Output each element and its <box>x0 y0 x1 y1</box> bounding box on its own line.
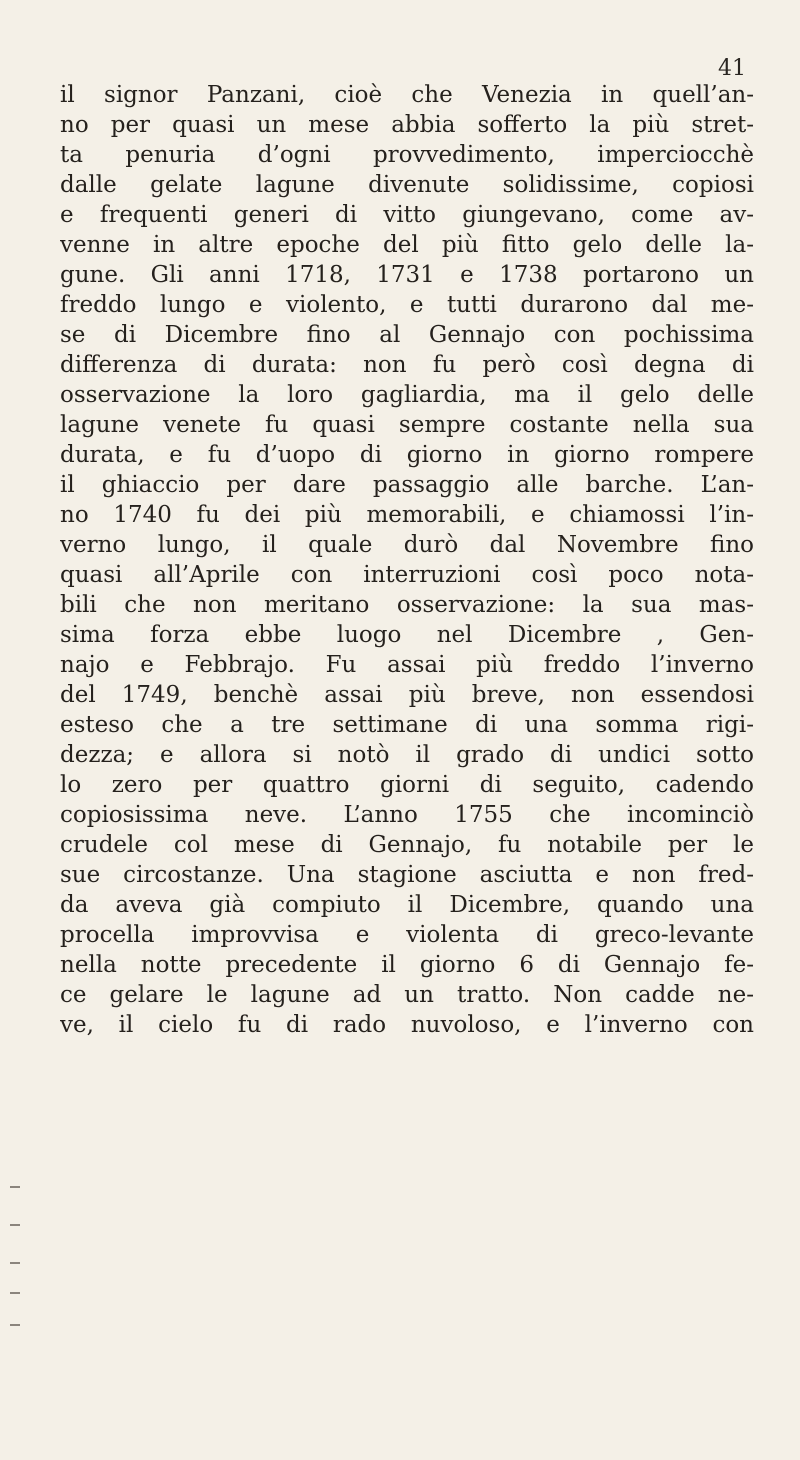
text-line: durata, e fu d’uopo di giorno in giorno rompere <box>60 442 754 468</box>
text-line: il ghiaccio per dare passaggio alle barche. L’an- <box>60 472 754 498</box>
text-line: dalle gelate lagune divenute solidissime, copiosi <box>60 172 754 198</box>
text-line: ve, il cielo fu di rado nuvoloso, e l’inverno con <box>60 1012 754 1038</box>
text-line: venne in altre epoche del più fitto gelo delle la- <box>60 232 754 258</box>
text-line: lagune venete fu quasi sempre costante nella sua <box>60 412 754 438</box>
text-line: lo zero per quattro giorni di seguito, cadendo <box>60 772 754 798</box>
text-line: il signor Panzani, cioè che Venezia in quell’an- <box>60 82 754 108</box>
text-line: gune. Gli anni 1718, 1731 e 1738 portarono un <box>60 262 754 288</box>
text-line: nella notte precedente il giorno 6 di Gennajo fe- <box>60 952 754 978</box>
text-line: procella improvvisa e violenta di greco-levante <box>60 922 754 948</box>
body-text <box>60 80 754 1040</box>
text-line: copiosissima neve. L’anno 1755 che incominciò <box>60 802 754 828</box>
text-line: e frequenti generi di vitto giungevano, come av- <box>60 202 754 228</box>
text-line: no per quasi un mese abbia sofferto la più stret- <box>60 112 754 138</box>
text-line: crudele col mese di Gennajo, fu notabile per le <box>60 832 754 858</box>
text-line: freddo lungo e violento, e tutti durarono dal me- <box>60 292 754 318</box>
text-line: osservazione la loro gagliardia, ma il gelo delle <box>60 382 754 408</box>
text-line: najo e Febbrajo. Fu assai più freddo l’inverno <box>60 652 754 678</box>
text-line: da aveva già compiuto il Dicembre, quando una <box>60 892 754 918</box>
margin-marks <box>10 1180 30 1360</box>
text-line: verno lungo, il quale durò dal Novembre fino <box>60 532 754 558</box>
margin-mark <box>10 1292 20 1294</box>
text-line: sue circostanze. Una stagione asciutta e non fred- <box>60 862 754 888</box>
page-number: 41 <box>718 56 746 81</box>
margin-mark <box>10 1262 20 1264</box>
margin-mark <box>10 1224 20 1226</box>
margin-mark <box>10 1324 20 1326</box>
text-line: dezza; e allora si notò il grado di undici sotto <box>60 742 754 768</box>
text-line: del 1749, benchè assai più breve, non essendosi <box>60 682 754 708</box>
text-line: differenza di durata: non fu però così degna di <box>60 352 754 378</box>
text-line: esteso che a tre settimane di una somma rigi- <box>60 712 754 738</box>
text-line: quasi all’Aprile con interruzioni così poco nota- <box>60 562 754 588</box>
text-line: bili che non meritano osservazione: la sua mas- <box>60 592 754 618</box>
text-line: sima forza ebbe luogo nel Dicembre , Gen- <box>60 622 754 648</box>
text-line: ta penuria d’ogni provvedimento, imperciocchè <box>60 142 754 168</box>
margin-mark <box>10 1186 20 1188</box>
text-line: se di Dicembre fino al Gennajo con pochissima <box>60 322 754 348</box>
text-line: no 1740 fu dei più memorabili, e chiamossi l’in- <box>60 502 754 528</box>
text-line: ce gelare le lagune ad un tratto. Non cadde ne- <box>60 982 754 1008</box>
